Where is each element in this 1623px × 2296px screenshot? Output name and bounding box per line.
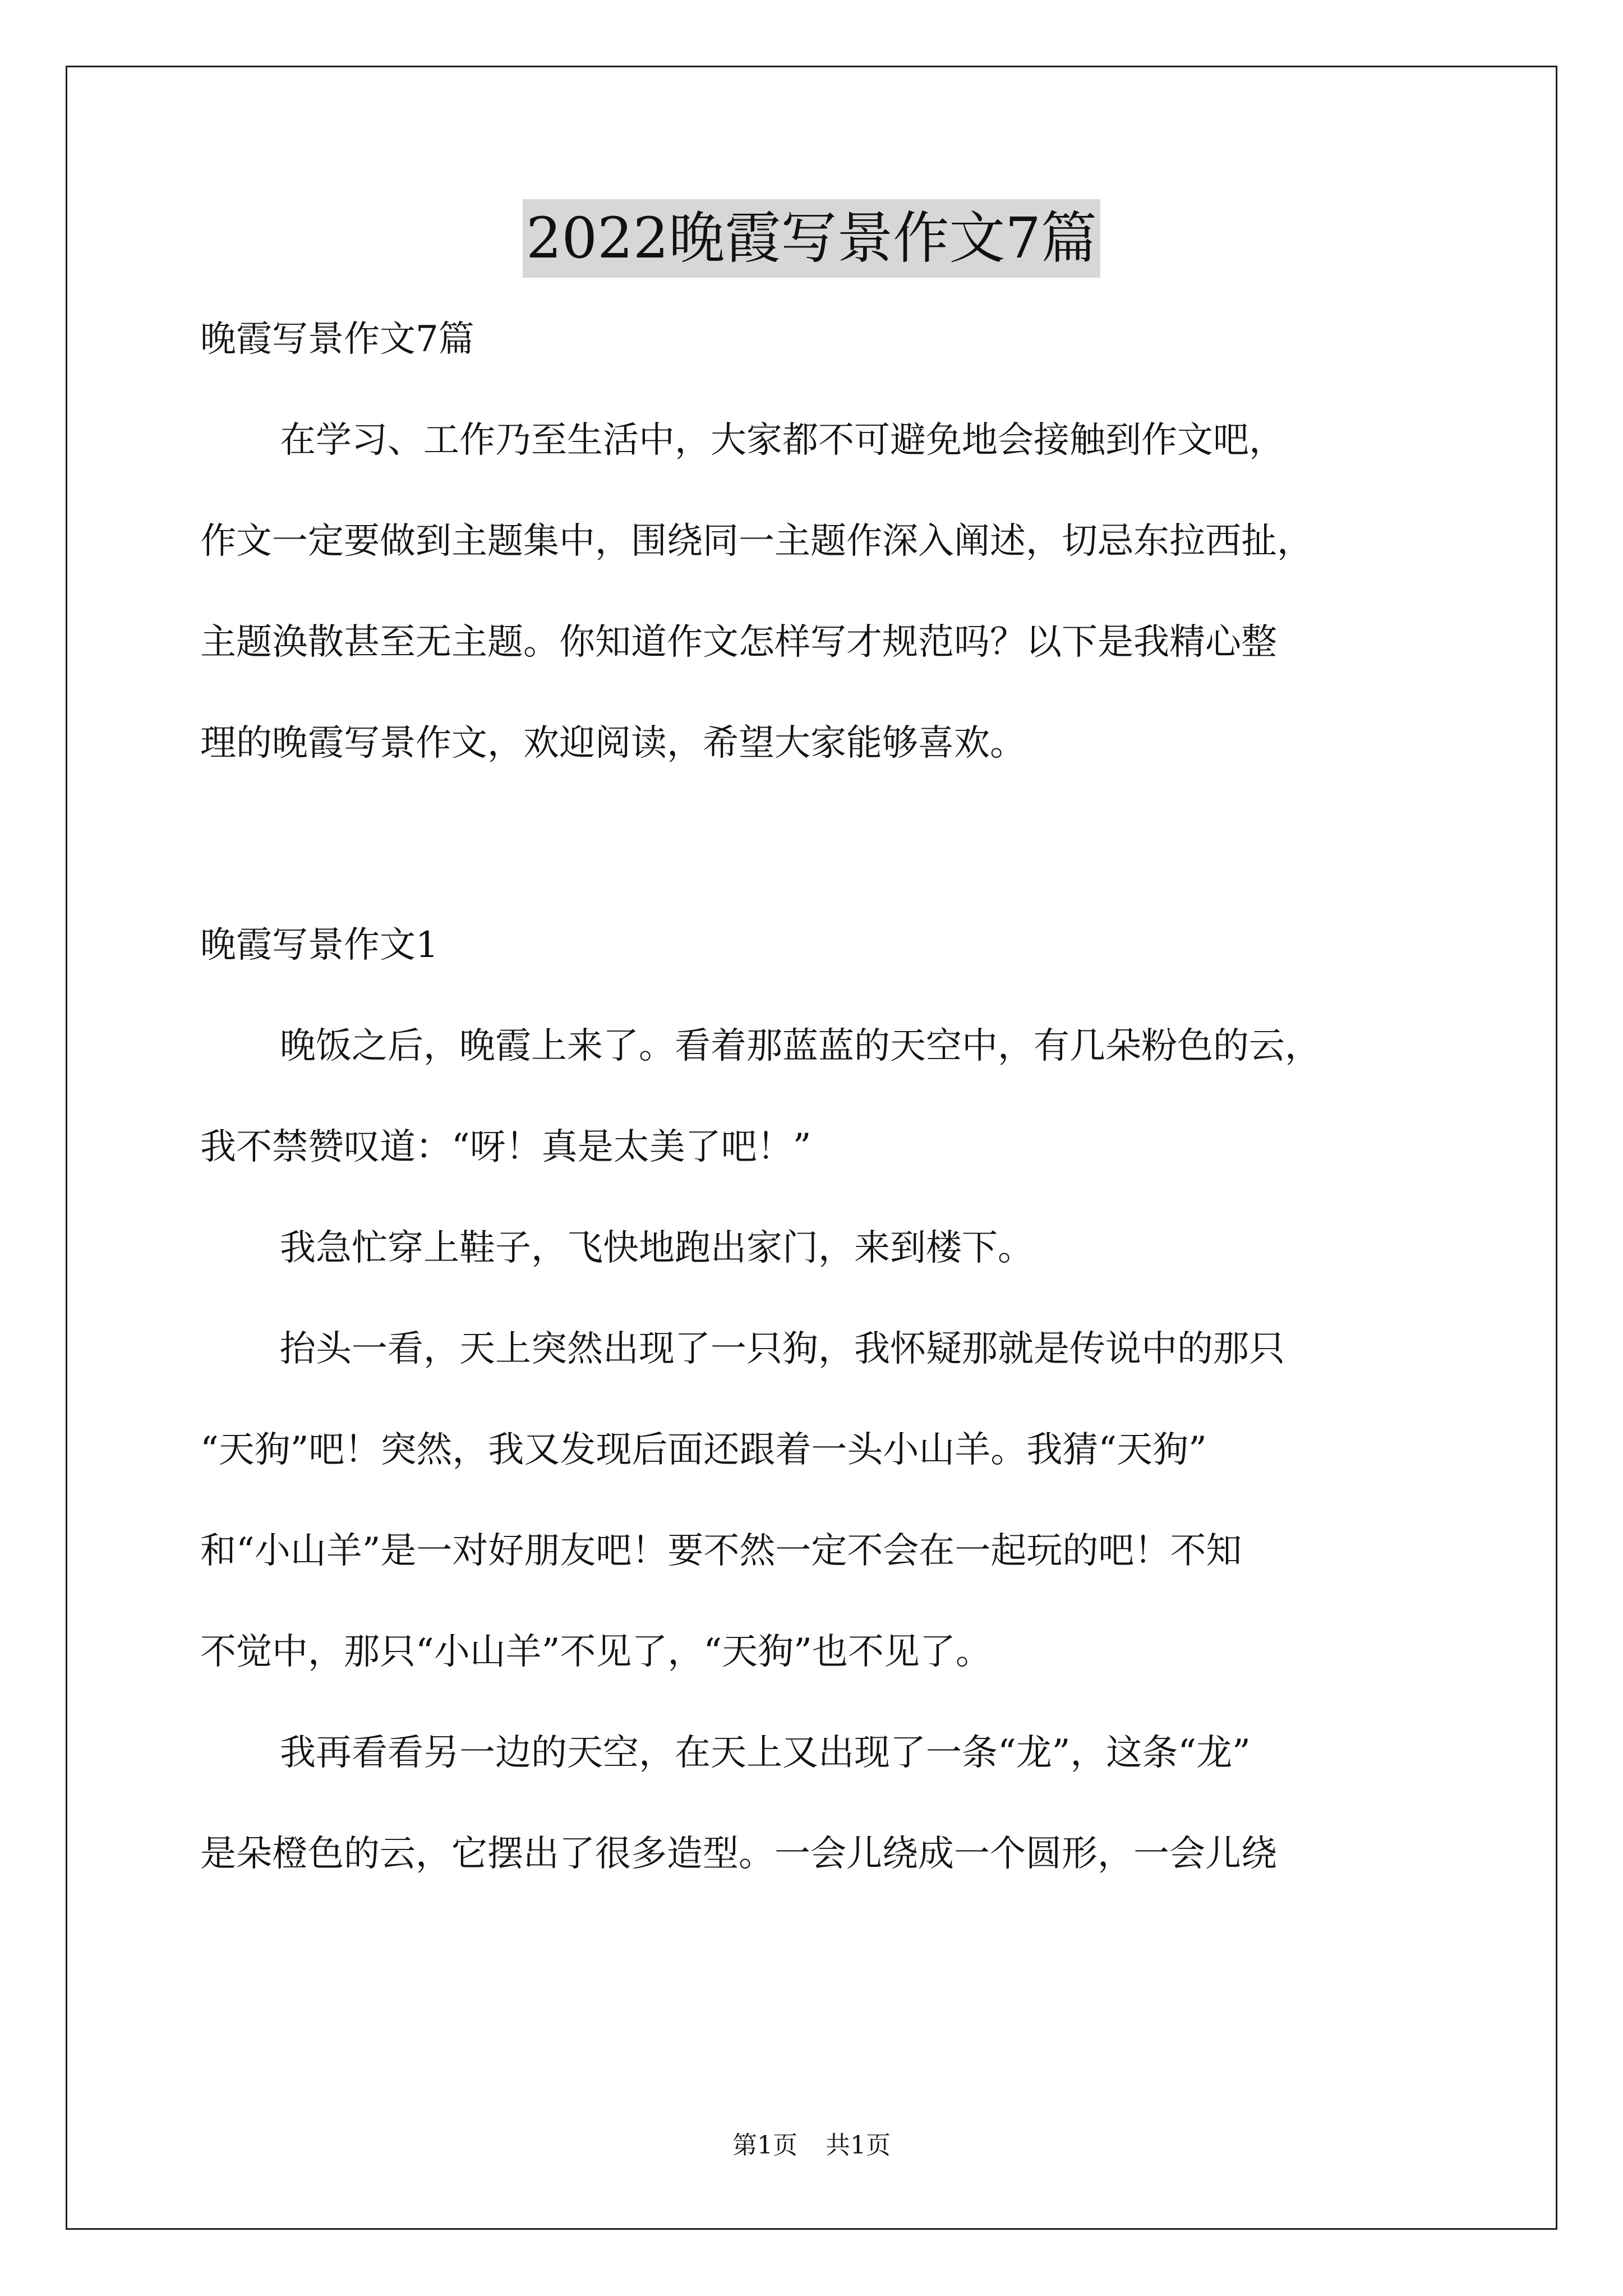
title-wrap xyxy=(0,199,1623,278)
paragraph-line: 晚饭之后，晚霞上来了。看着那蓝蓝的天空中，有几朵粉色的云， xyxy=(280,1025,1321,1067)
paragraph-line: 不觉中，那只“小山羊”不见了，“天狗”也不见了。 xyxy=(200,1631,992,1673)
intro-line: 理的晚霞写景作文，欢迎阅读，希望大家能够喜欢。 xyxy=(200,723,1026,764)
document-body xyxy=(200,314,1434,1879)
intro-line: 主题涣散甚至无主题。你知道作文怎样写才规范吗？以下是我精心整 xyxy=(200,622,1277,663)
paragraph-line: 我急忙穿上鞋子，飞快地跑出家门，来到楼下。 xyxy=(280,1227,1034,1269)
page-footer xyxy=(0,2129,1623,2162)
paragraph-line: 和“小山羊”是一对好朋友吧！要不然一定不会在一起玩的吧！不知 xyxy=(200,1530,1242,1572)
paragraph-line: 我再看看另一边的天空，在天上又出现了一条“龙”，这条“龙” xyxy=(280,1732,1251,1774)
document-title: 2022晚霞写景作文7篇 xyxy=(523,199,1100,278)
paragraph-line: 是朵橙色的云，它摆出了很多造型。一会儿绕成一个圆形，一会儿绕 xyxy=(200,1833,1277,1875)
page-total: 共1页 xyxy=(826,2131,891,2160)
intro-line: 在学习、工作乃至生活中，大家都不可避免地会接触到作文吧， xyxy=(280,420,1285,461)
paragraph-line: “天狗”吧！突然，我又发现后面还跟着一头小山羊。我猜“天狗” xyxy=(200,1429,1207,1471)
subtitle: 晚霞写景作文7篇 xyxy=(200,319,474,360)
page-number: 第1页 xyxy=(732,2131,797,2160)
paragraph-line: 抬头一看，天上突然出现了一只狗，我怀疑那就是传说中的那只 xyxy=(280,1328,1285,1370)
paragraph-line: 我不禁赞叹道：“呀！真是太美了吧！” xyxy=(200,1126,811,1168)
intro-line: 作文一定要做到主题集中，围绕同一主题作深入阐述，切忌东拉西扯， xyxy=(200,521,1313,562)
section-heading: 晚霞写景作文1 xyxy=(200,924,439,966)
